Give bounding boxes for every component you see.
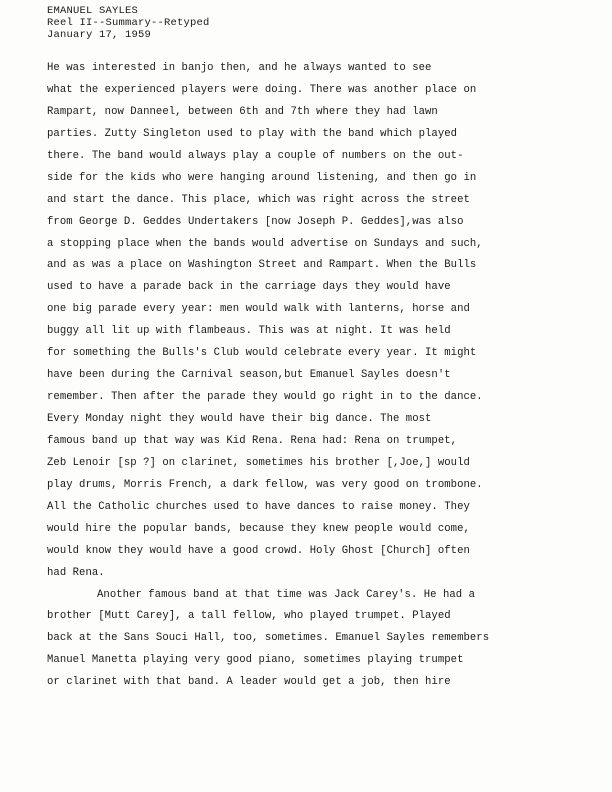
- interview-date: January 17, 1959: [47, 29, 152, 41]
- text-line: from George D. Geddes Undertakers [now Joseph P. Geddes],was also: [47, 215, 464, 228]
- document-header: [47, 5, 210, 41]
- text-line: back at the Sans Souci Hall, too, sometimes. Emanuel Sayles remembers: [47, 632, 490, 645]
- text-line: brother [Mutt Carey], a tall fellow, who played trumpet. Played: [47, 610, 451, 623]
- text-line: and as was a place on Washington Street and Rampart. When the Bulls: [47, 259, 477, 272]
- text-line: and start the dance. This place, which was right across the street: [47, 193, 470, 206]
- text-line: there. The band would always play a couple of numbers on the out-: [47, 149, 464, 162]
- text-line: or clarinet with that band. A leader would get a job, then hire: [47, 676, 451, 689]
- text-line: would hire the popular bands, because they knew people would come,: [47, 522, 470, 535]
- text-line: famous band up that way was Kid Rena. Rena had: Rena on trumpet,: [47, 434, 458, 447]
- text-line: side for the kids who were hanging around listening, and then go in: [47, 171, 477, 184]
- text-line: a stopping place when the bands would advertise on Sundays and such,: [47, 237, 483, 250]
- text-line: remember. Then after the parade they would go right in to the dance.: [47, 391, 483, 404]
- text-line: Manuel Manetta playing very good piano, sometimes playing trumpet: [47, 654, 464, 667]
- text-line: have been during the Carnival season,but Emanuel Sayles doesn't: [47, 369, 451, 382]
- text-line: what the experienced players were doing. There was another place on: [47, 83, 477, 96]
- reel-label: Reel II--Summary--Retyped: [47, 17, 210, 29]
- text-line: used to have a parade back in the carriage days they would have: [47, 281, 451, 294]
- text-line: Rampart, now Danneel, between 6th and 7th where they had lawn: [47, 105, 438, 118]
- document-body: [47, 62, 595, 698]
- text-line: parties. Zutty Singleton used to play with the band which played: [47, 127, 458, 140]
- text-line: had Rena.: [47, 566, 105, 579]
- text-line: All the Catholic churches used to have dances to raise money. They: [47, 500, 470, 513]
- text-line: Zeb Lenoir [sp ?] on clarinet, sometimes his brother [,Joe,] would: [47, 456, 470, 469]
- text-line: one big parade every year: men would walk with lanterns, horse and: [47, 303, 470, 316]
- text-line: He was interested in banjo then, and he always wanted to see: [47, 62, 432, 74]
- paragraph-start-line: Another famous band at that time was Jack Carey's. He had a: [97, 588, 476, 601]
- text-line: would know they would have a good crowd. Holy Ghost [Church] often: [47, 544, 470, 557]
- interviewee-name: EMANUEL SAYLES: [47, 5, 139, 17]
- text-line: for something the Bulls's Club would celebrate every year. It might: [47, 347, 477, 360]
- text-line: Every Monday night they would have their big dance. The most: [47, 413, 432, 425]
- text-line: play drums, Morris French, a dark fellow, was very good on trombone.: [47, 478, 483, 491]
- text-line: buggy all lit up with flambeaus. This was at night. It was held: [47, 325, 451, 338]
